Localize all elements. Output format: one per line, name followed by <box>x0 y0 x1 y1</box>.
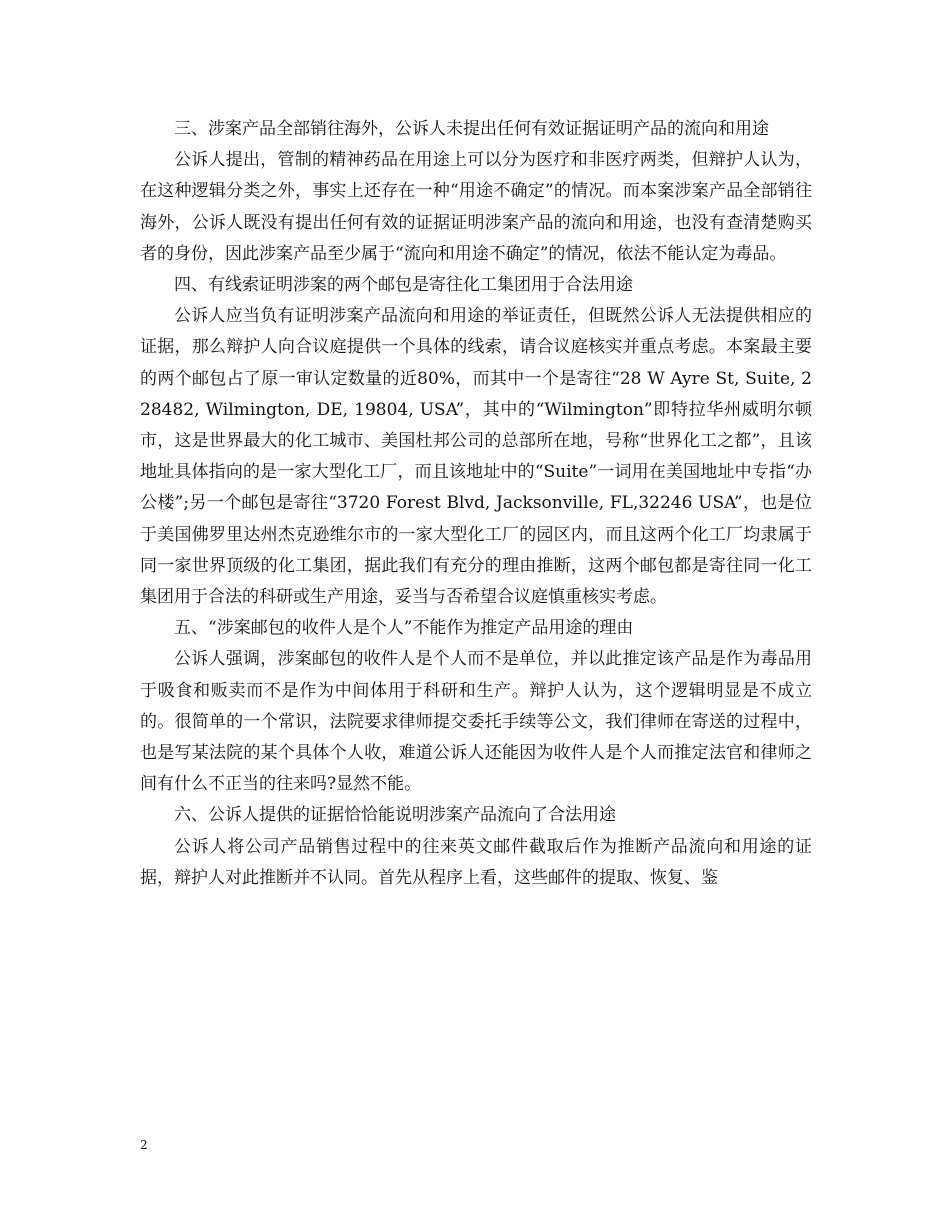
document-body <box>140 114 812 894</box>
paragraph-3-1: 公诉人提出，管制的精神药品在用途上可以分为医疗和非医疗两类，但辩护人认为，在这种逻辑分类之外，事实上还存在一种“用途不确定”的情况。而本案涉案产品全部销往海外，公诉人既没有提出任何有效的证据证明涉案产品的流向和用途，也没有查清楚购买者的身份，因此涉案产品至少属于“流向和用途不确定”的情况，依法不能认定为毒品。 <box>140 150 812 264</box>
section-heading-6: 六、公诉人提供的证据恰恰能说明涉案产品流向了合法用途 <box>174 805 616 826</box>
section-heading-5: 五、“涉案邮包的收件人是个人”不能作为推定产品用途的理由 <box>174 618 634 639</box>
paragraph-5-1: 公诉人强调，涉案邮包的收件人是个人而不是单位，并以此推定该产品是作为毒品用于吸食和贩卖而不是作为中间体用于科研和生产。辩护人认为，这个逻辑明显是不成立的。很简单的一个常识，法院要求律师提交委托手续等公文，我们律师在寄送的过程中，也是写某法院的某个具体个人收，难道公诉人还能因为收件人是个人而推定法官和律师之间有什么不正当的往来吗?显然不能。 <box>140 649 812 795</box>
paragraph-6-1: 公诉人将公司产品销售过程中的往来英文邮件截取后作为推断产品流向和用途的证据，辩护人对此推断并不认同。首先从程序上看，这些邮件的提取、恢复、鉴 <box>140 836 812 888</box>
page-number: 2 <box>140 1138 148 1152</box>
paragraph-4-1: 公诉人应当负有证明涉案产品流向和用途的举证责任，但既然公诉人无法提供相应的证据，那么辩护人向合议庭提供一个具体的线索，请合议庭核实并重点考虑。本案最主要的两个邮包占了原一审认定数量的近80%，而其中一个是寄往“28 W Ayre St, Suite, 228482, Wilmington, DE, 19804, USA”，其中的“Wilmington”即特拉华州威明尔顿市，这是世界最大的化工城市、美国杜邦公司的总部所在地，号称“世界化工之都”，且该地址具体指向的是一家大型化工厂，而且该地址中的“Suite”一词用在美国地址中专指“办公楼”;另一个邮包是寄往“3720 Forest Blvd, Jacksonville, FL,32246 USA”，也是位于美国佛罗里达州杰克逊维尔市的一家大型化工厂的园区内，而且这两个化工厂均隶属于同一家世界顶级的化工集团，据此我们有充分的理由推断，这两个邮包都是寄往同一化工集团用于合法的科研或生产用途，妥当与否希望合议庭慎重核实考虑。 <box>140 306 812 608</box>
section-heading-3: 三、涉案产品全部销往海外，公诉人未提出任何有效证据证明产品的流向和用途 <box>174 119 769 139</box>
section-heading-4: 四、有线索证明涉案的两个邮包是寄往化工集团用于合法用途 <box>174 275 633 296</box>
